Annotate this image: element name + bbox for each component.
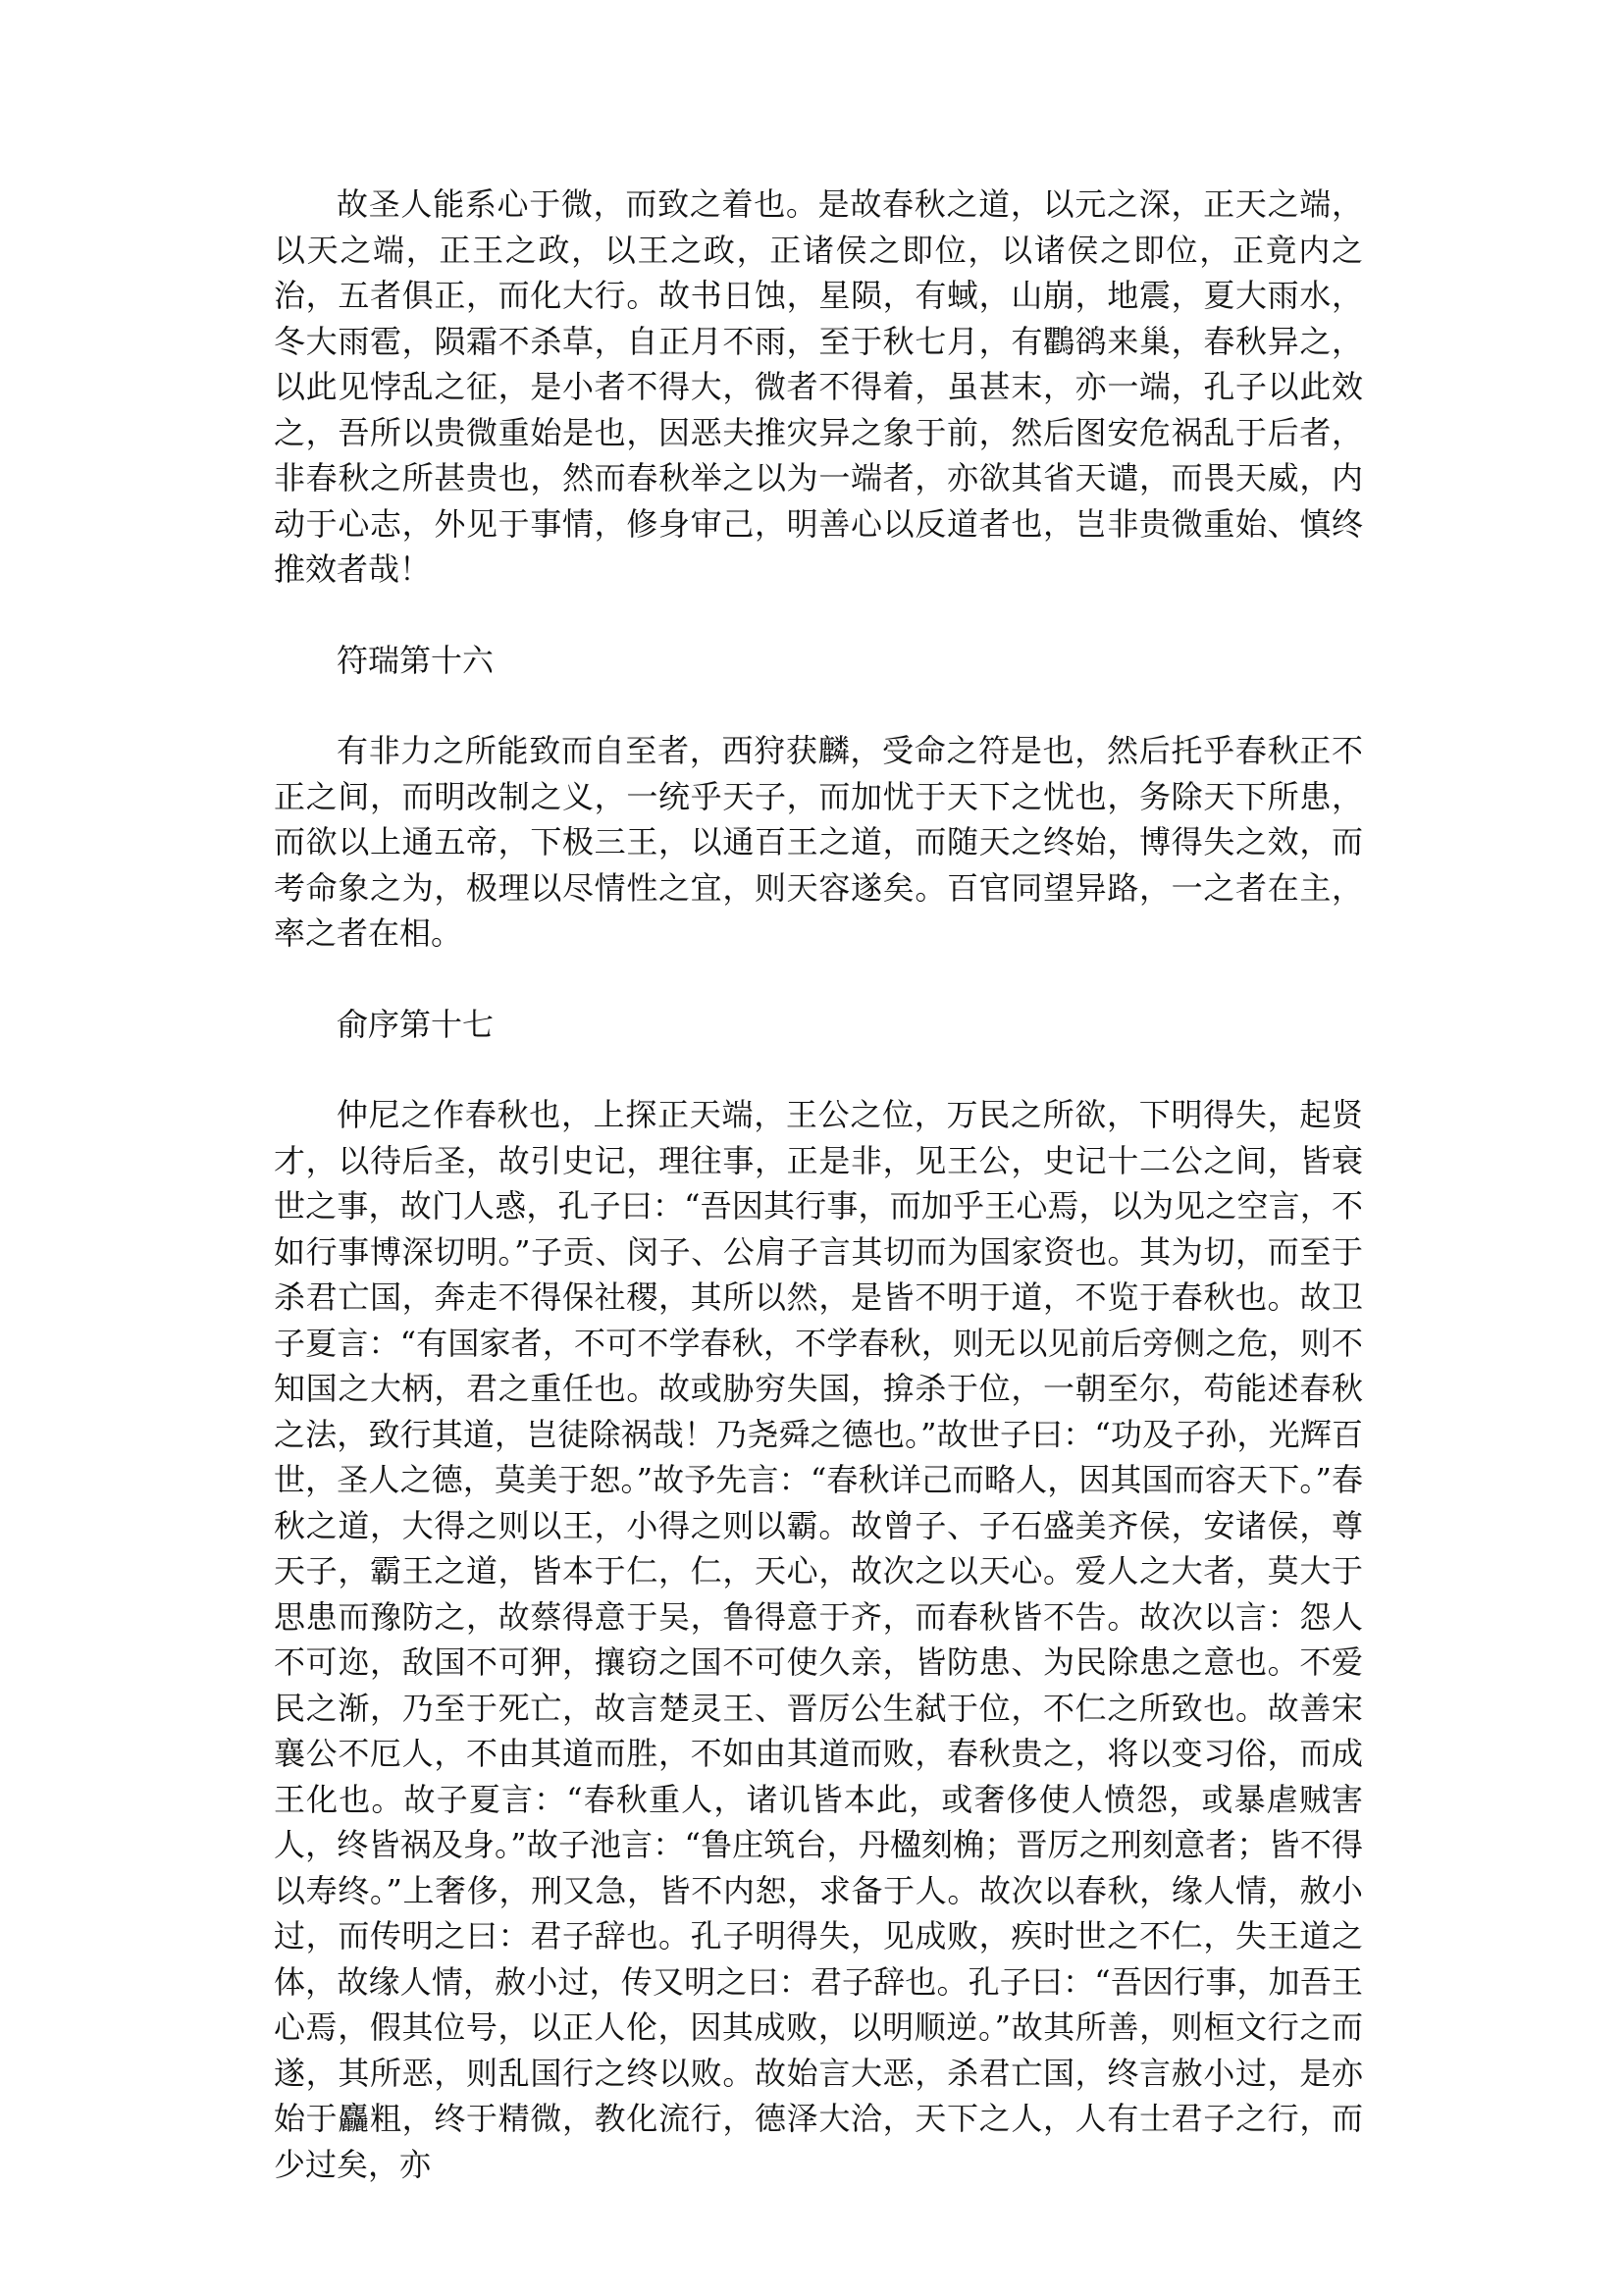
paragraph-3: 仲尼之作春秋也，上探正天端，王公之位，万民之所欲，下明得失，起贤才，以待后圣，故引史记，理往事，正是非，见王公，史记十二公之间，皆衰世之事，故门人惑，孔子曰：“吾因其行事，而加乎王心焉，以为见之空言，不如行事博深切明。”子贡、闵子、公肩子言其切而为国家资也。其为切，而至于杀君亡国，奔走不得保社稷，其所以然，是皆不明于道，不览于春秋也。故卫子夏言：“有国家者，不可不学春秋，不学春秋，则无以见前后旁侧之危，则不知国之大柄，君之重任也。故或胁穷失国，揜杀于位，一朝至尔，苟能述春秋之法，致行其道，岂徒除祸哉！乃尧舜之德也。”故世子曰：“功及子孙，光辉百世，圣人之德，莫美于恕。”故予先言：“春秋详己而略人，因其国而容天下。”春秋之道，大得之则以王，小得之则以霸。故曾子、子石盛美齐侯，安诸侯，尊天子，霸王之道，皆本于仁，仁，天心，故次之以天心。爱人之大者，莫大于思患而豫防之，故蔡得意于吴，鲁得意于齐，而春秋皆不告。故次以言：怨人不可迩，敌国不可狎，攘窃之国不可使久亲，皆防患、为民除患之意也。不爱民之渐，乃至于死亡，故言楚灵王、晋厉公生弑于位，不仁之所致也。故善宋襄公不厄人，不由其道而胜，不如由其道而败，春秋贵之，将以变习俗，而成王化也。故子夏言：“春秋重人，诸讥皆本此，或奢侈使人愤怨，或暴虐贼害人，终皆祸及身。”故子池言：“鲁庄筑台，丹楹刻桷；晋厉之刑刻意者；皆不得以寿终。”上奢侈，刑又急，皆不内恕，求备于人。故次以春秋，缘人情，赦小过，而传明之曰：君子辞也。孔子明得失，见成败，疾时世之不仁，失王道之体，故缘人情，赦小过，传又明之曰：君子辞也。孔子曰：“吾因行事，加吾王心焉，假其位号，以正人伦，因其成败，以明顺逆。”故其所善，则桓文行之而遂，其所恶，则乱国行之终以败。故始言大恶，杀君亡国，终言赦小过，是亦始于麤粗，终于精微，教化流行，德泽大洽，天下之人，人有士君子之行，而少过矣，亦: [274, 1096, 1363, 2183]
paragraph-2: 有非力之所能致而自至者，西狩获麟，受命之符是也，然后托乎春秋正不正之间，而明改制之义，一统乎天子，而加忧于天下之忧也，务除天下所患，而欲以上通五帝，下极三王，以通百王之道，而随天之终始，博得失之效，而考命象之为，极理以尽情性之宜，则天容遂矣。百官同望异路，一之者在主，率之者在相。: [274, 732, 1363, 952]
paragraph-gap: [274, 683, 1363, 728]
section-heading-yu-xu: 俞序第十七: [337, 1005, 495, 1043]
paragraph-gap: [274, 957, 1363, 1002]
paragraph-1: 故圣人能系心于微，而致之着也。是故春秋之道，以元之深，正天之端，以天之端，正王之政，以王之政，正诸侯之即位，以诸侯之即位，正竟内之治，五者俱正，而化大行。故书日蚀，星陨，有蜮，山崩，地震，夏大雨水，冬大雨雹，陨霜不杀草，自正月不雨，至于秋七月，有鸜鹆来巢，春秋异之，以此见悖乱之征，是小者不得大，微者不得着，虽甚末，亦一端，孔子以此效之，吾所以贵微重始是也，因恶夫推灾异之象于前，然后图安危祸乱于后者，非春秋之所甚贵也，然而春秋举之以为一端者，亦欲其省天谴，而畏天威，内动于心志，外见于事情，修身审己，明善心以反道者也，岂非贵微重始、慎终推效者哉！: [274, 185, 1363, 588]
paragraph-gap: [274, 593, 1363, 638]
section-heading-fu-rui: 符瑞第十六: [337, 641, 495, 679]
paragraph-gap: [274, 1047, 1363, 1092]
text-column: [274, 182, 1363, 2187]
